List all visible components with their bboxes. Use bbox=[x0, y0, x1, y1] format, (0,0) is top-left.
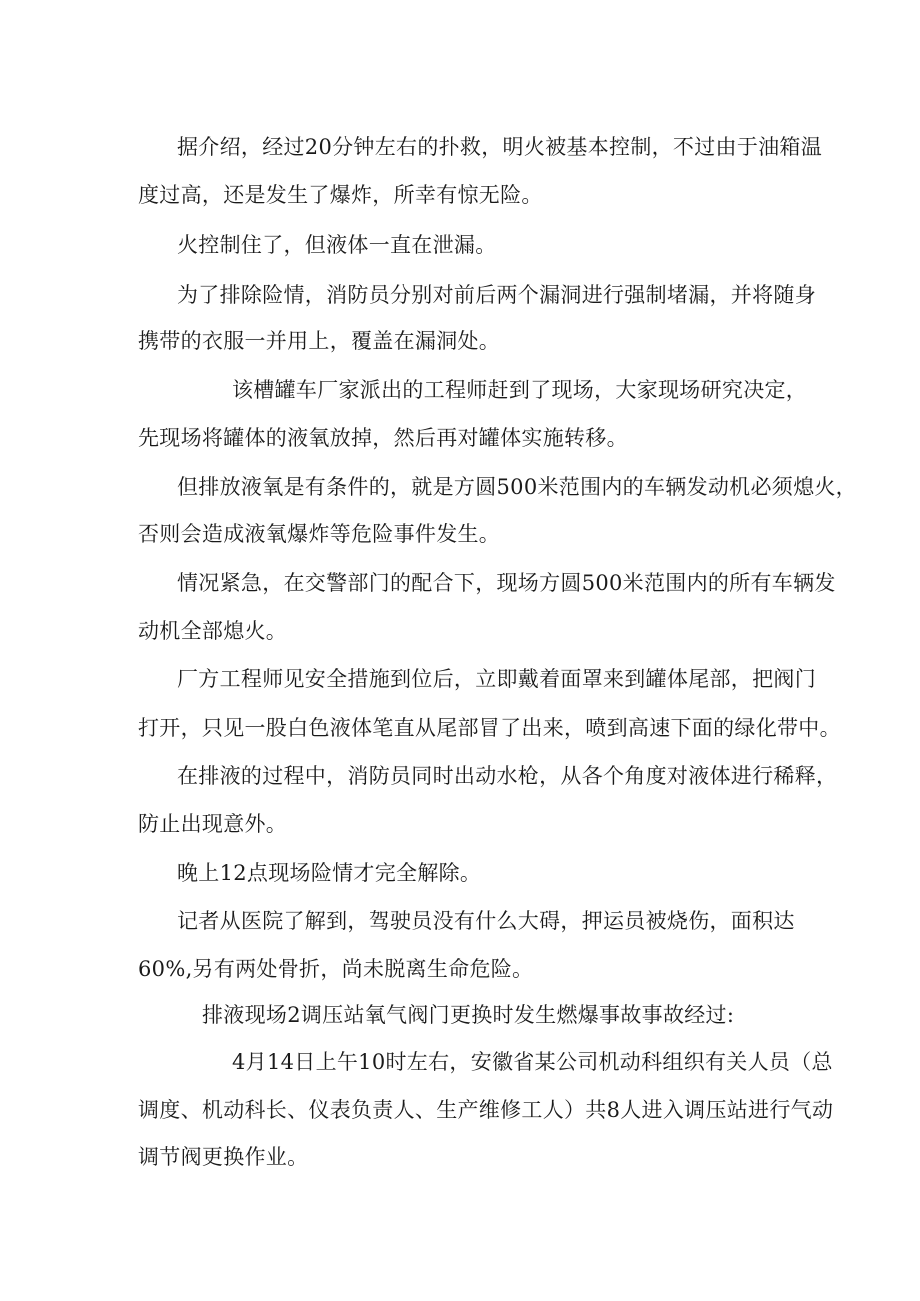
paragraph-10-line-2: 60%,另有两处骨折，尚未脱离生命危险。 bbox=[138, 957, 534, 981]
section-heading: 排液现场2调压站氧气阀门更换时发生燃爆事故事故经过: bbox=[202, 1003, 735, 1027]
paragraph-6-line-2: 动机全部熄火。 bbox=[138, 619, 288, 643]
paragraph-3-line-2: 携带的衣服一并用上，覆盖在漏洞处。 bbox=[138, 329, 501, 353]
paragraph-5-line-2: 否则会造成液氧爆炸等危险事件发生。 bbox=[138, 522, 501, 546]
paragraph-3-line-1: 为了排除险情，消防员分别对前后两个漏洞进行强制堵漏，并将随身 bbox=[177, 283, 816, 307]
paragraph-12-line-2: 调度、机动科长、仪表负责人、生产维修工人）共8人进入调压站进行气动 bbox=[138, 1098, 834, 1122]
paragraph-2-line-1: 火控制住了，但液体一直在泄漏。 bbox=[177, 233, 497, 257]
paragraph-8-line-2: 防止出现意外。 bbox=[138, 812, 288, 836]
paragraph-9-line-1: 晚上12点现场险情才完全解除。 bbox=[177, 861, 482, 885]
paragraph-10-line-1: 记者从医院了解到，驾驶员没有什么大碍，押运员被烧伤，面积达 bbox=[177, 909, 795, 933]
paragraph-12-line-3: 调节阀更换作业。 bbox=[138, 1145, 309, 1169]
paragraph-4-line-1: 该槽罐车厂家派出的工程师赶到了现场，大家现场研究决定， bbox=[232, 378, 808, 402]
paragraph-5-line-1: 但排放液氧是有条件的，就是方圆500米范围内的车辆发动机必须熄火， bbox=[177, 475, 857, 499]
paragraph-1-line-2: 度过高，还是发生了爆炸，所幸有惊无险。 bbox=[138, 183, 543, 207]
paragraph-12-line-1: 4月14日上午10时左右，安徽省某公司机动科组织有关人员（总 bbox=[232, 1050, 833, 1074]
paragraph-6-line-1: 情况紧急，在交警部门的配合下，现场方圆500米范围内的所有车辆发 bbox=[177, 571, 836, 595]
paragraph-4-line-2: 先现场将罐体的液氧放掉，然后再对罐体实施转移。 bbox=[138, 426, 628, 450]
paragraph-1-line-1: 据介绍，经过20分钟左右的扑救，明火被基本控制，不过由于油箱温 bbox=[177, 135, 823, 159]
paragraph-8-line-1: 在排液的过程中，消防员同时出动水枪，从各个角度对液体进行稀释， bbox=[177, 764, 838, 788]
paragraph-7-line-1: 厂方工程师见安全措施到位后，立即戴着面罩来到罐体尾部，把阀门 bbox=[177, 667, 816, 691]
paragraph-7-line-2: 打开，只见一股白色液体笔直从尾部冒了出来，喷到高速下面的绿化带中。 bbox=[138, 716, 841, 740]
